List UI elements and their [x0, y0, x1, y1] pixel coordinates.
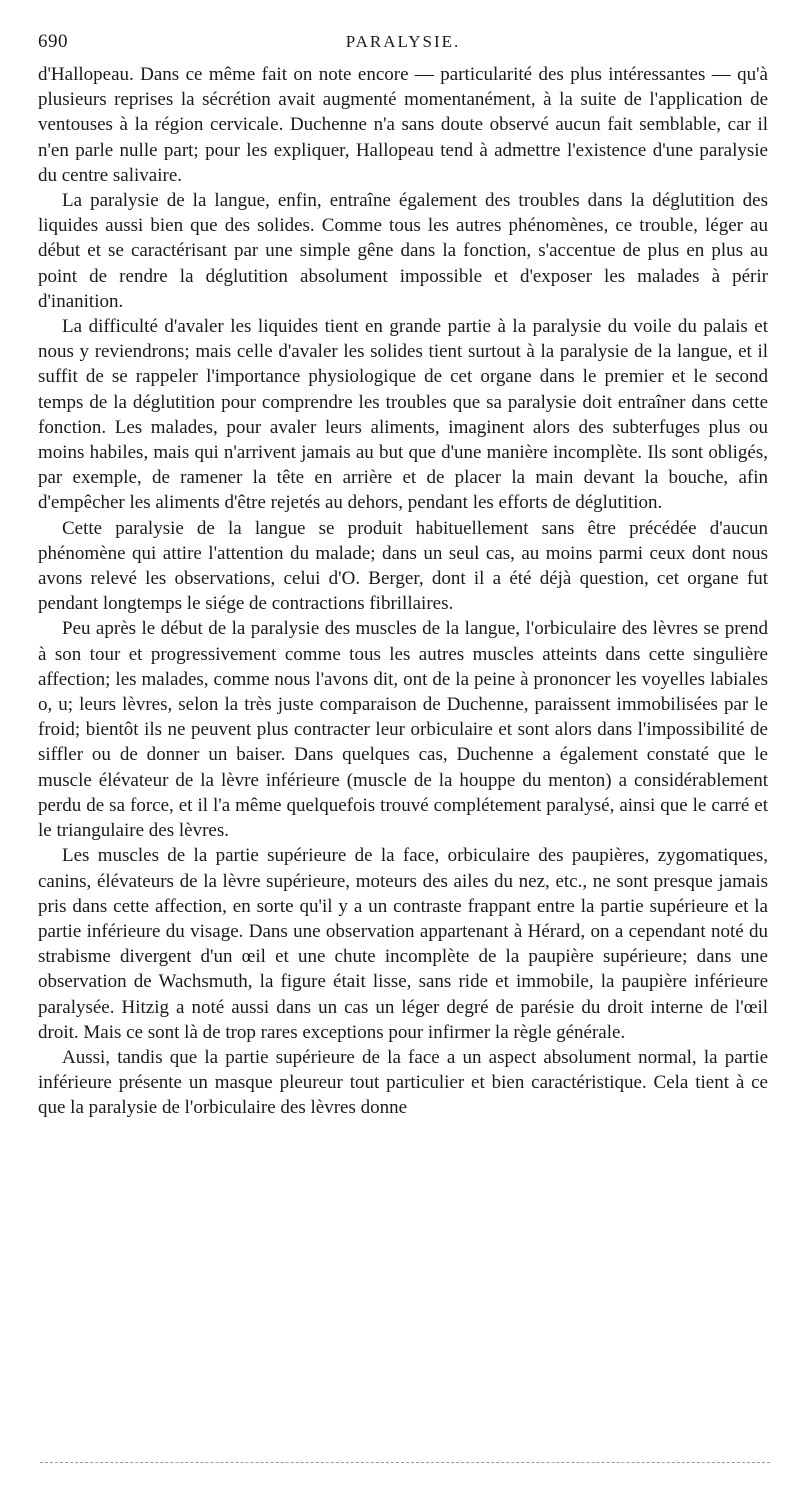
paragraph-weeping-mask: Aussi, tandis que la partie supérieure de la face a un aspect absolument normal, la partie inférieure présente un masque pleureur tout particulier et bien caractéristique. Cela tient à ce que la paralysie de l'orbiculaire des lèvres donne: [38, 1046, 768, 1119]
body-text: [38, 62, 768, 1121]
running-title: PARALYSIE.: [345, 32, 461, 51]
paragraph-lips-orbicularis: Peu après le début de la paralysie des muscles de la langue, l'orbiculaire des lèvres se prend à son tour et progressivement comme tous les autres muscles atteints dans cette singulière affection; les malades, comme nous l'avons dit, ont de la peine à prononcer les voyelles labiales o, u; leurs lèvres, selon la très juste comparaison de Duchenne, paraissent immobilisées par le froid; bientôt ils ne peuvent plus contracter leur orbiculaire et sont alors dans l'impossibilité de siffler ou de donner un baiser. Dans quelques cas, Duchenne a également constaté que le muscle élévateur de la lèvre inférieure (muscle de la houppe du menton) a considérablement perdu de sa force, et il l'a même quelquefois trouvé complétement paralysé, ainsi que le carré et le triangulaire des lèvres.: [38, 618, 768, 842]
paragraph-swallowing-difficulty: La difficulté d'avaler les liquides tient en grande partie à la paralysie du voile du palais et nous y reviendrons; mais celle d'avaler les solides tient surtout à la paralysie de la langue, et il suffit de se rappeler l'importance physiologique de cet organe dans le premier et le second temps de la déglutition pour comprendre les troubles que sa paralysie doit entraîner dans cette fonction. Les malades, pour avaler leurs aliments, imaginent alors des subterfuges plus ou moins habiles, mais qui n'arrivent jamais au but que d'une manière incomplète. Ils sont obligés, par exemple, de ramener la tête en arrière et de placer la main devant la bouche, afin d'empêcher les aliments d'être rejetés au dehors, pendant les efforts de déglutition.: [38, 316, 768, 514]
footer-divider: [40, 1462, 770, 1463]
paragraph-upper-face-muscles: Les muscles de la partie supérieure de la face, orbiculaire des paupières, zygomatiques, canins, élévateurs de la lèvre supérieure, moteurs des ailes du nez, etc., ne sont presque jamais pris dans cette affection, en sorte qu'il y a un contraste frappant entre la partie supérieure et la partie inférieure du visage. Dans une observation appartenant à Hérard, on a cependant noté du strabisme divergent d'un œil et une chute incomplète de la paupière supérieure; dans une observation de Wachsmuth, la figure était lisse, sans ride et immobile, la paupière inférieure paralysée. Hitzig a noté aussi dans un cas un léger degré de parésie du droit interne de l'œil droit. Mais ce sont là de trop rares exceptions pour infirmer la règle générale.: [38, 845, 768, 1043]
paragraph-onset: Cette paralysie de la langue se produit habituellement sans être précédée d'aucun phénomène qui attire l'attention du malade; dans un seul cas, au moins parmi ceux dont nous avons relevé les observations, celui d'O. Berger, dont il a été déjà question, cet organe fut pendant longtemps le siége de contractions fibrillaires.: [38, 517, 768, 615]
running-head: [38, 30, 768, 62]
book-page: [38, 30, 768, 1121]
paragraph-continuation: d'Hallopeau. Dans ce même fait on note encore — particularité des plus intéressantes — qu'à plusieurs reprises la sécrétion avait augmenté momentanément, à la suite de l'application de ventouses à la région cervicale. Duchenne n'a sans doute observé aucun fait semblable, car il n'en parle nulle part; pour les expliquer, Hallopeau tend à admettre l'existence d'une paralysie du centre salivaire.: [38, 64, 768, 186]
paragraph-tongue-paralysis: La paralysie de la langue, enfin, entraîne également des troubles dans la déglutition des liquides aussi bien que des solides. Comme tous les autres phénomènes, ce trouble, léger au début et se caractérisant par une simple gêne dans la fonction, s'accentue de plus en plus au point de rendre la déglutition absolument impossible et d'exposer les malades à périr d'inanition.: [38, 190, 768, 312]
page-number: 690: [38, 31, 68, 52]
